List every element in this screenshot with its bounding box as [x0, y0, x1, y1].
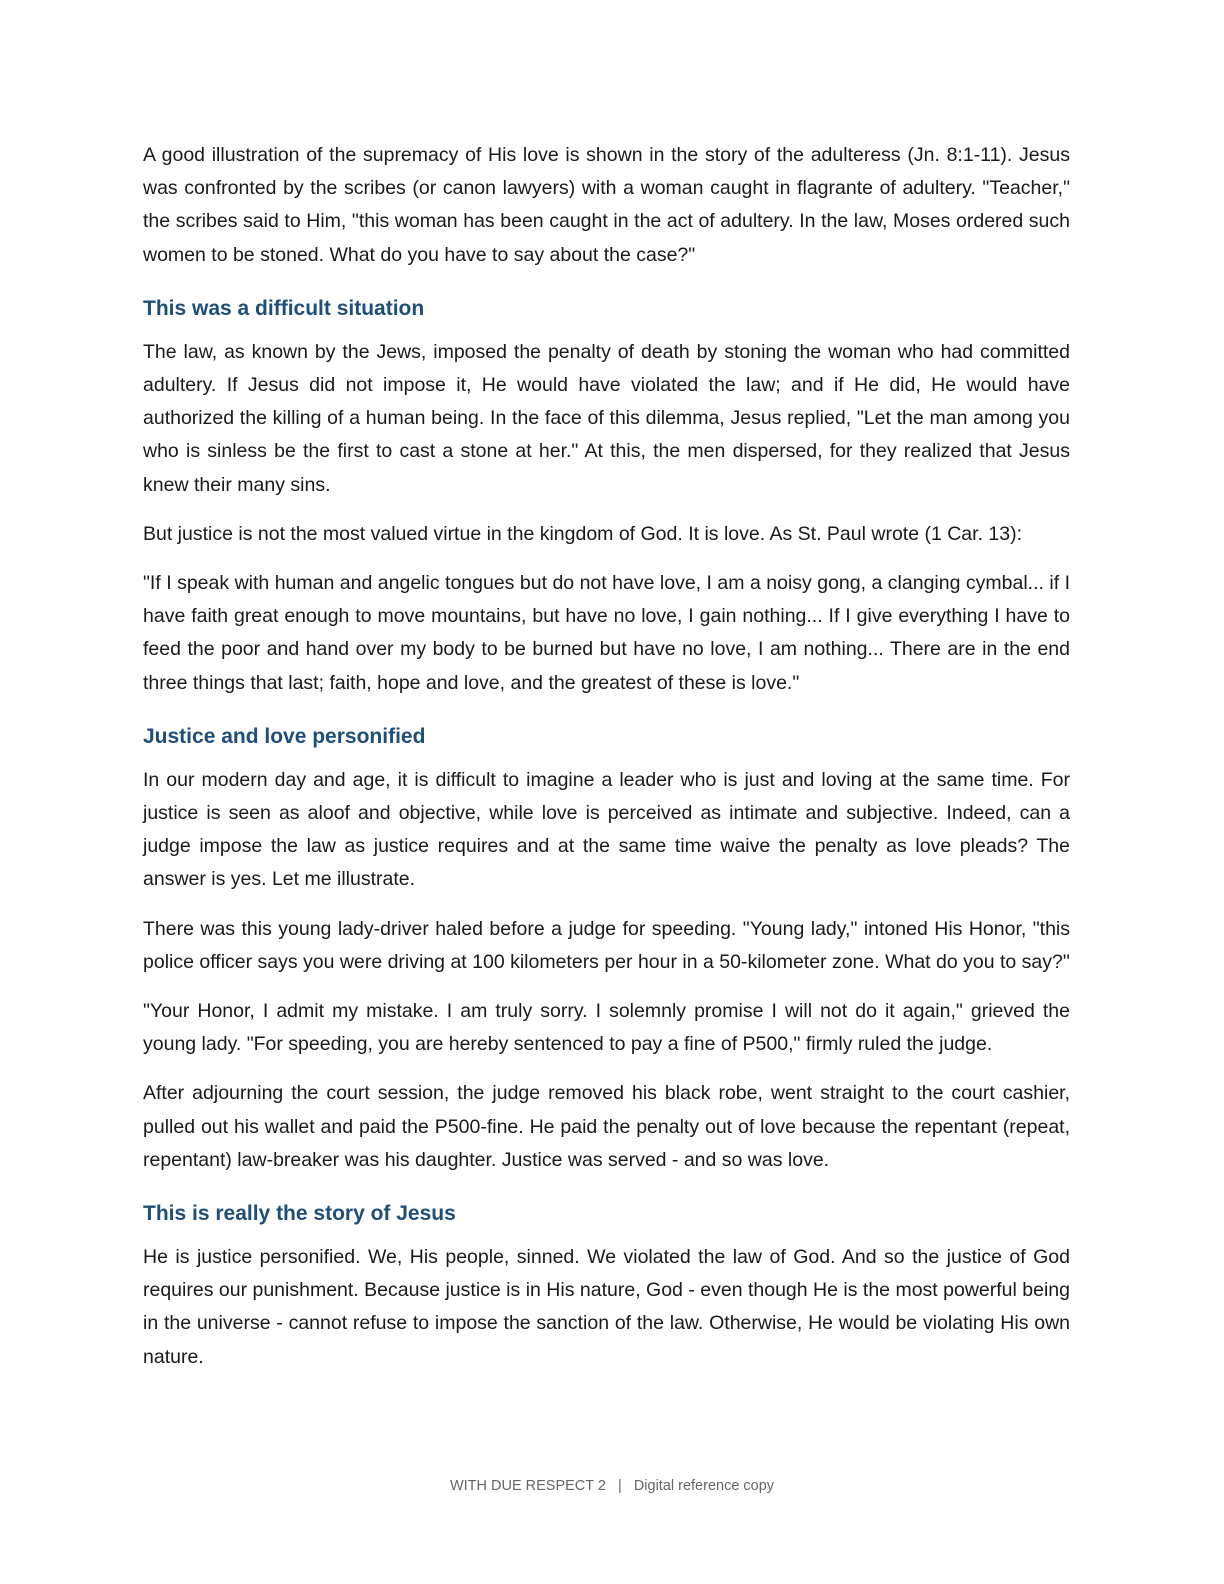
paragraph-young-lady-speeding: There was this young lady-driver haled before a judge for speeding. "Young lady," intoned His Honor, "this police officer says you were driving at 100 kilometers per hour in a 50-kilometer zone. What do you to say?" — [143, 917, 1070, 973]
paragraph-law-dilemma: The law, as known by the Jews, imposed the penalty of death by stoning the woman who had committed adultery. If Jesus did not impose it, He would have violated the law; and if He did, He would have authorized the killing of a human being. In the face of this dilemma, Jesus replied, "Let the man among you who is sinless be the first to cast a stone at her." At this, the men dispersed, for they realized that Jesus knew their many sins. — [143, 340, 1070, 496]
paragraph-judge-paid-fine: After adjourning the court session, the judge removed his black robe, went straight to the court cashier, pulled out his wallet and paid the P500-fine. He paid the penalty out of love because the repentant (repeat, repentant) law-breaker was his daughter. Justice was served - and so was love. — [143, 1082, 1070, 1171]
heading-difficult-situation: This was a difficult situation — [143, 296, 425, 320]
paragraph-justice-personified: He is justice personified. We, His people, sinned. We violated the law of God. And so the justice of God requires our punishment. Because justice is in His nature, God - even though He is the most powerful being in the universe - cannot refuse to impose the sanction of the law. Otherwise, He would be violating His own nature. — [143, 1246, 1070, 1368]
footer-note: Digital reference copy — [633, 1478, 775, 1494]
footer-title: WITH DUE RESPECT 2 — [449, 1478, 606, 1494]
document-body — [143, 139, 1070, 1390]
heading-story-of-jesus: This is really the story of Jesus — [143, 1202, 456, 1226]
page-footer — [0, 1478, 1224, 1494]
paragraph-your-honor: "Your Honor, I admit my mistake. I am truly sorry. I solemnly promise I will not do it again," grieved the young lady. "For speeding, you are hereby sentenced to pay a fine of P500," firmly ruled the judge. — [143, 1000, 1070, 1056]
footer-separator: | — [618, 1478, 622, 1494]
paragraph-adulteress-story: A good illustration of the supremacy of His love is shown in the story of the adulteress (Jn. 8:1-11). Jesus was confronted by the scribes (or canon lawyers) with a woman caught in flagrante of adultery. "Teacher," the scribes said to Him, "this woman has been caught in the act of adultery. In the law, Moses ordered such women to be stoned. What do you have to say about the case?" — [143, 144, 1070, 266]
paragraph-paul-quote: "If I speak with human and angelic tongues but do not have love, I am a noisy gong, a clanging cymbal... if I have faith great enough to move mountains, but have no love, I gain nothing... If I give everything I have to feed the poor and hand over my body to be burned but have no love, I am nothing... There are in the end three things that last; faith, hope and love, and the greatest of these is love." — [143, 572, 1070, 694]
paragraph-modern-leader: In our modern day and age, it is difficult to imagine a leader who is just and loving at the same time. For justice is seen as aloof and objective, while love is perceived as intimate and subjective. Indeed, can a judge impose the law as justice requires and at the same time waive the penalty as love pleads? The answer is yes. Let me illustrate. — [143, 768, 1070, 891]
heading-justice-love-personified: Justice and love personified — [143, 724, 426, 748]
paragraph-justice-not-most-valued: But justice is not the most valued virtue in the kingdom of God. It is love. As St. Paul wrote (1 Car. 13): — [143, 522, 1023, 545]
